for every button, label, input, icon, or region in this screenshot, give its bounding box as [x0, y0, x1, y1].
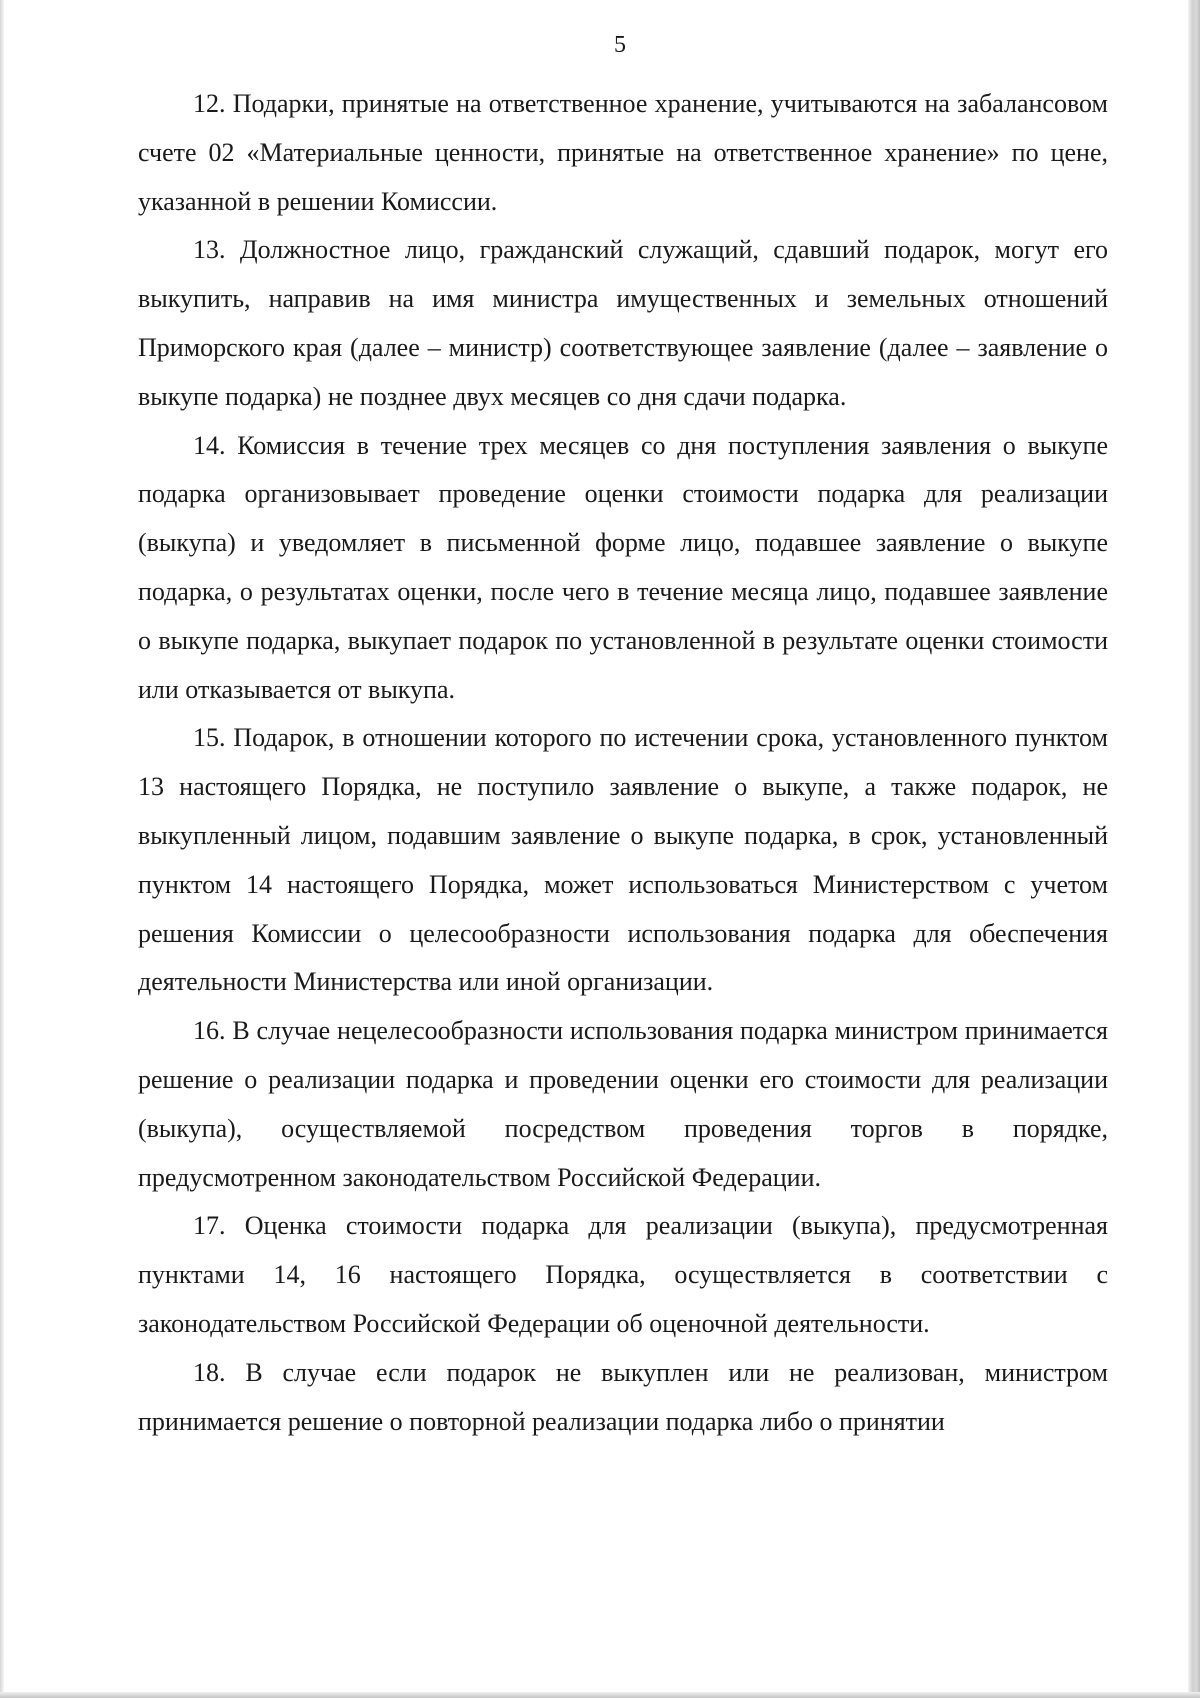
paragraph-16: 16. В случае нецелесообразности использования подарка министром принимается решение о реализации подарка и проведении оценки его стоимости для реализации (выкупа), осуществляемой посредством проведения торгов в порядке, предусмотренном законодательством Российской Федерации. [138, 1016, 1108, 1192]
document-body [138, 80, 1108, 1446]
paragraph-15: 15. Подарок, в отношении которого по истечении срока, установленного пунктом 13 настоящего Порядка, не поступило заявление о выкупе, а также подарок, не выкупленный лицом, подавшим заявление о выкупе подарка, в срок, установленный пунктом 14 настоящего Порядка, может использоваться Министерством с учетом решения Комиссии о целесообразности использования подарка для обеспечения деятельности Министерства или иной организации. [138, 723, 1108, 997]
paragraph-17: 17. Оценка стоимости подарка для реализации (выкупа), предусмотренная пунктами 14, 16 настоящего Порядка, осуществляется в соответствии с законодательством Российской Федерации об оценочной деятельности. [138, 1211, 1108, 1338]
scan-left-edge [0, 0, 4, 1698]
paragraph-13: 13. Должностное лицо, гражданский служащий, сдавший подарок, могут его выкупить, направив на имя министра имущественных и земельных отношений Приморского края (далее – министр) соответствующее заявление (далее – заявление о выкупе подарка) не позднее двух месяцев со дня сдачи подарка. [138, 235, 1108, 411]
paragraph-12: 12. Подарки, принятые на ответственное хранение, учитываются на забалансовом счете 02 «Материальные ценности, принятые на ответственное хранение» по цене, указанной в решении Комиссии. [138, 89, 1108, 216]
page-number: 5 [614, 32, 626, 58]
paragraph-18: 18. В случае если подарок не выкуплен или не реализован, министром принимается решение о повторной реализации подарка либо о принятии [138, 1357, 1108, 1436]
paragraph-14: 14. Комиссия в течение трех месяцев со дня поступления заявления о выкупе подарка организовывает проведение оценки стоимости подарка для реализации (выкупа) и уведомляет в письменной форме лицо, подавшее заявление о выкупе подарка, о результатах оценки, после чего в течение месяца лицо, подавшее заявление о выкупе подарка, выкупает подарок по установленной в результате оценки стоимости или отказывается от выкупа. [138, 430, 1108, 704]
scan-bottom-edge [0, 1692, 1200, 1698]
scan-right-edge [1188, 0, 1200, 1698]
